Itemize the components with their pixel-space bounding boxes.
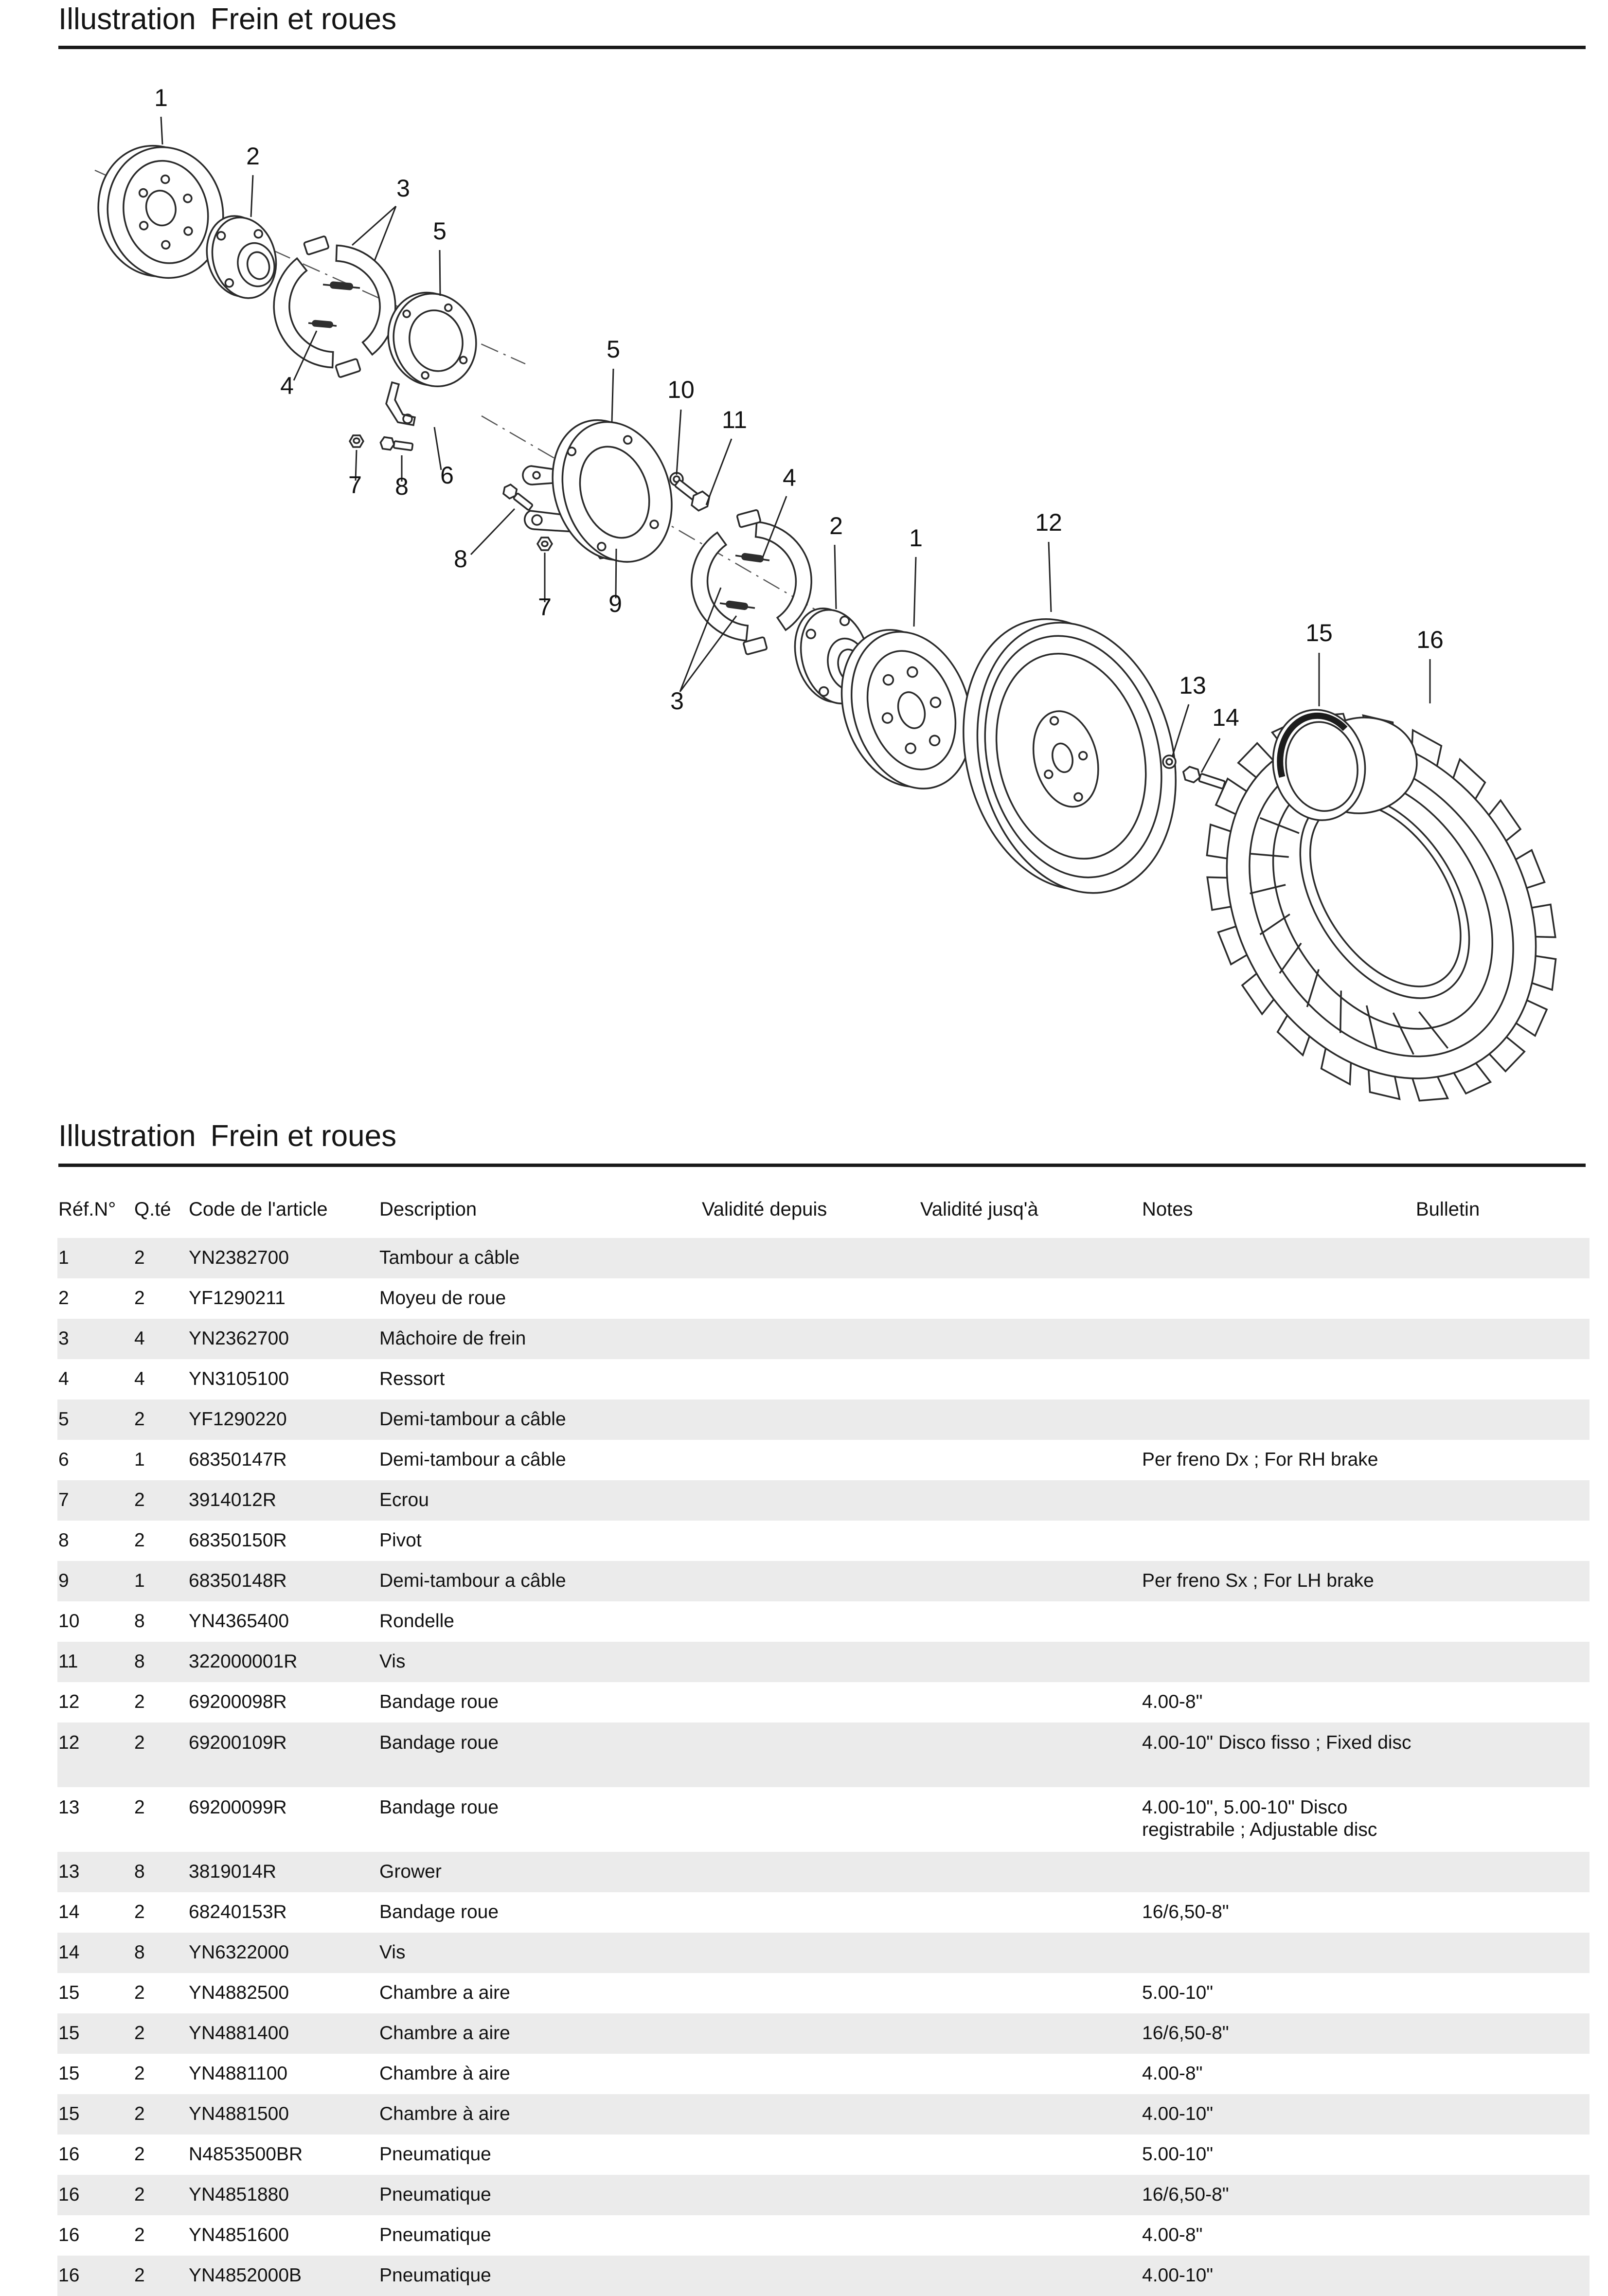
cell-code: YN3105100 (189, 1368, 289, 1389)
cell-desc: Demi-tambour a câble (379, 1449, 566, 1470)
table-row (57, 2135, 1590, 2175)
cell-bulletin (1416, 2215, 1589, 2256)
table-row (57, 1892, 1590, 1933)
cell-notes: Per freno Dx ; For RH brake (1142, 1449, 1378, 1470)
cell-ref: 2 (58, 1288, 69, 1309)
cell-code: YN4852000B (189, 2265, 302, 2286)
cell-ref: 14 (58, 1942, 80, 1963)
section-title-name: Frein et roues (210, 1119, 397, 1153)
cell-notes (1142, 1642, 1416, 1682)
cell-from (702, 1278, 920, 1319)
part-callout-number: 12 (1035, 509, 1062, 536)
table-row (57, 1601, 1590, 1642)
cell-desc: Pneumatique (379, 2144, 491, 2165)
cell-notes: 5.00-10" (1142, 1982, 1214, 2003)
part-callout-number: 7 (538, 593, 552, 621)
cell-bulletin (1416, 1852, 1589, 1892)
cell-qty: 1 (134, 1570, 145, 1591)
cell-from (702, 2215, 920, 2256)
part-callout-number: 2 (829, 512, 843, 539)
cell-ref: 16 (58, 2224, 80, 2245)
table-row (57, 1642, 1590, 1682)
cell-ref: 12 (58, 1691, 80, 1712)
cell-notes: 5.00-10" (1142, 2144, 1214, 2165)
cell-from (702, 2013, 920, 2054)
table-row (57, 1238, 1590, 1278)
cell-notes: Per freno Sx ; For LH brake (1142, 1570, 1374, 1591)
cell-to (920, 1601, 1142, 1642)
cell-desc: Chambre à aire (379, 2103, 510, 2124)
part-callout-number: 1 (154, 84, 168, 111)
cell-to (920, 1973, 1142, 2013)
table-header (57, 1193, 1590, 1237)
cell-desc: Vis (379, 1651, 406, 1672)
cell-from (702, 1787, 920, 1852)
cell-desc: Grower (379, 1861, 442, 1882)
table-row (57, 1319, 1590, 1359)
cell-bulletin (1416, 2135, 1589, 2175)
cell-code: YN6322000 (189, 1942, 289, 1963)
part-callout-number: 11 (722, 406, 747, 433)
cell-from (702, 1480, 920, 1521)
table-row (57, 1722, 1590, 1787)
cell-code: YN4851600 (189, 2224, 289, 2245)
bolt-11 (672, 476, 713, 513)
cell-notes (1142, 1238, 1416, 1278)
backing-plate-right (535, 403, 689, 579)
cell-to (920, 1521, 1142, 1561)
cell-desc: Chambre a aire (379, 2023, 510, 2044)
cell-bulletin (1416, 1787, 1589, 1852)
part-callout-number: 9 (608, 590, 622, 617)
cell-qty: 2 (134, 2224, 145, 2245)
part-callout-number: 14 (1212, 704, 1239, 731)
cell-qty: 2 (134, 1530, 145, 1551)
callout-leader-line (251, 175, 253, 217)
cell-desc: Pneumatique (379, 2224, 491, 2245)
nut-right (537, 538, 552, 550)
table-row (57, 1278, 1590, 1319)
cell-code: YN4882500 (189, 1982, 289, 2003)
cell-code: YN4851880 (189, 2184, 289, 2205)
cell-bulletin (1416, 1238, 1589, 1278)
cell-from (702, 1852, 920, 1892)
cell-qty: 4 (134, 1368, 145, 1389)
cell-notes (1142, 1319, 1416, 1359)
column-header: Validité jusq'à (920, 1199, 1038, 1220)
part-callout-number: 5 (607, 336, 620, 363)
cell-desc: Demi-tambour a câble (379, 1409, 566, 1430)
cell-bulletin (1416, 1682, 1589, 1722)
table-row (57, 1682, 1590, 1722)
cell-ref: 15 (58, 2103, 80, 2124)
part-callout-number: 3 (670, 687, 684, 715)
cell-to (920, 2135, 1142, 2175)
cell-code: 68240153R (189, 1901, 287, 1922)
cell-to (920, 2094, 1142, 2135)
column-header: Notes (1142, 1199, 1193, 1220)
column-header: Réf.N° (58, 1199, 116, 1220)
cell-from (702, 1933, 920, 1973)
cell-bulletin (1416, 1399, 1589, 1440)
cell-from (702, 2256, 920, 2296)
cell-from (702, 1642, 920, 1682)
cell-desc: Chambre à aire (379, 2063, 510, 2084)
column-header: Code de l'article (189, 1199, 328, 1220)
table-row (57, 1480, 1590, 1521)
cell-ref: 13 (58, 1861, 80, 1882)
cell-qty: 2 (134, 1982, 145, 2003)
cell-bulletin (1416, 2054, 1589, 2094)
cell-desc: Chambre a aire (379, 1982, 510, 2003)
washer-13 (1163, 755, 1176, 768)
cell-qty: 2 (134, 1409, 145, 1430)
cell-desc: Moyeu de roue (379, 1288, 506, 1309)
column-header: Description (379, 1199, 477, 1220)
cell-desc: Pivot (379, 1530, 422, 1551)
cell-desc: Pneumatique (379, 2184, 491, 2205)
cell-notes (1142, 1399, 1416, 1440)
table-row (57, 2013, 1590, 2054)
callout-leader-line (471, 509, 515, 555)
cell-ref: 1 (58, 1247, 69, 1268)
table-row (57, 2094, 1590, 2135)
cell-code: YN4881400 (189, 2023, 289, 2044)
cell-ref: 4 (58, 1368, 69, 1389)
part-callout-number: 5 (433, 217, 447, 245)
table-row (57, 1973, 1590, 2013)
cell-ref: 7 (58, 1489, 69, 1510)
cell-code: YN4881500 (189, 2103, 289, 2124)
table-row (57, 1852, 1590, 1892)
cell-code: YF1290220 (189, 1409, 287, 1430)
part-callout-number: 8 (454, 545, 467, 573)
cell-to (920, 1278, 1142, 1319)
cell-from (702, 1973, 920, 2013)
cell-desc: Demi-tambour a câble (379, 1570, 566, 1591)
cell-bulletin (1416, 2175, 1589, 2215)
cell-code: YN4881100 (189, 2063, 288, 2084)
cell-from (702, 1601, 920, 1642)
cell-to (920, 2175, 1142, 2215)
cell-to (920, 2054, 1142, 2094)
cell-to (920, 1561, 1142, 1601)
cell-to (920, 1440, 1142, 1480)
page-title-word: Illustration (58, 2, 196, 36)
cell-qty: 2 (134, 1247, 145, 1268)
cell-qty: 2 (134, 1797, 145, 1818)
cell-ref: 11 (58, 1651, 78, 1672)
table-row (57, 2215, 1590, 2256)
nut-left (350, 435, 363, 447)
cell-code: 68350148R (189, 1570, 287, 1591)
pivot-bolt-right (501, 483, 534, 512)
cell-notes (1142, 1521, 1416, 1561)
part-callout-number: 2 (246, 143, 260, 170)
cell-desc: Tambour a câble (379, 1247, 520, 1268)
table-row (57, 1359, 1590, 1399)
brake-shoes-left (255, 221, 414, 391)
cell-ref: 12 (58, 1732, 80, 1753)
cell-bulletin (1416, 1480, 1589, 1521)
cell-code: YN2362700 (189, 1328, 289, 1349)
cell-code: 3914012R (189, 1489, 276, 1510)
cell-ref: 15 (58, 2023, 80, 2044)
cell-bulletin (1416, 2256, 1589, 2296)
cell-code: 69200098R (189, 1691, 287, 1712)
brake-lever-left (386, 382, 415, 425)
callout-leader-line (835, 545, 836, 609)
cell-ref: 14 (58, 1901, 80, 1922)
callout-leader-line (677, 410, 681, 475)
cell-notes: 4.00-8" (1142, 2224, 1203, 2245)
cell-from (702, 1238, 920, 1278)
cell-bulletin (1416, 1722, 1589, 1787)
cell-ref: 16 (58, 2265, 80, 2286)
table-row (57, 1440, 1590, 1480)
cell-bulletin (1416, 1278, 1589, 1319)
cell-desc: Ressort (379, 1368, 445, 1389)
cell-code: N4853500BR (189, 2144, 303, 2165)
table-row (57, 2256, 1590, 2296)
column-header: Q.té (134, 1199, 171, 1220)
cell-ref: 15 (58, 2063, 80, 2084)
cell-bulletin (1416, 1561, 1589, 1601)
cell-to (920, 2215, 1142, 2256)
cell-to (920, 2013, 1142, 2054)
cell-ref: 10 (58, 1611, 80, 1632)
cell-from (702, 1319, 920, 1359)
cell-qty: 2 (134, 2063, 145, 2084)
page-title-name: Frein et roues (210, 2, 397, 36)
part-callout-number: 4 (280, 372, 294, 399)
part-callout-number: 13 (1179, 672, 1206, 699)
cell-desc: Bandage roue (379, 1691, 499, 1712)
part-callout-number: 6 (440, 462, 454, 489)
cell-qty: 1 (134, 1449, 145, 1470)
cell-qty: 2 (134, 2103, 145, 2124)
cell-code: 68350150R (189, 1530, 287, 1551)
cell-to (920, 1892, 1142, 1933)
cell-notes: 4.00-10" (1142, 2103, 1214, 2124)
cell-code: 69200109R (189, 1732, 287, 1753)
cell-ref: 15 (58, 1982, 80, 2003)
cell-bulletin (1416, 1319, 1589, 1359)
cell-notes: 4.00-8" (1142, 2063, 1203, 2084)
cell-ref: 16 (58, 2144, 80, 2165)
cell-bulletin (1416, 1642, 1589, 1682)
callout-leader-line (1049, 542, 1051, 612)
section-title (58, 1119, 396, 1153)
cell-from (702, 1521, 920, 1561)
cell-qty: 2 (134, 2023, 145, 2044)
cell-code: 322000001R (189, 1651, 298, 1672)
brake-springs-right (720, 553, 769, 610)
table-row (57, 2054, 1590, 2094)
cell-notes: 16/6,50-8" (1142, 2184, 1229, 2205)
cell-bulletin (1416, 1973, 1589, 2013)
column-header: Validité depuis (702, 1199, 827, 1220)
cell-desc: Bandage roue (379, 1797, 499, 1818)
cell-bulletin (1416, 2013, 1589, 2054)
cell-to (920, 2256, 1142, 2296)
cell-to (920, 1852, 1142, 1892)
callout-leader-line (352, 206, 396, 245)
section-rule (58, 1164, 1586, 1167)
part-callout-number: 1 (909, 524, 923, 552)
cell-desc: Ecrou (379, 1489, 429, 1510)
callout-leader-line (706, 439, 732, 505)
cell-code: 3819014R (189, 1861, 276, 1882)
cell-ref: 9 (58, 1570, 69, 1591)
cell-from (702, 2135, 920, 2175)
cell-bulletin (1416, 2094, 1589, 2135)
cell-to (920, 1480, 1142, 1521)
cell-from (702, 2175, 920, 2215)
cell-ref: 8 (58, 1530, 69, 1551)
cell-notes: 4.00-10", 5.00-10" Disco registrabile ; Adjustable disc (1142, 1797, 1377, 1840)
cell-qty: 2 (134, 1489, 145, 1510)
cell-to (920, 1787, 1142, 1852)
cell-desc: Bandage roue (379, 1901, 499, 1922)
callout-leader-line (612, 369, 613, 422)
cell-notes (1142, 1933, 1416, 1973)
cell-bulletin (1416, 1601, 1589, 1642)
cell-to (920, 1359, 1142, 1399)
callout-leader-line (375, 206, 396, 261)
table-row (57, 1521, 1590, 1561)
column-header: Bulletin (1416, 1199, 1480, 1220)
cell-qty: 8 (134, 1611, 145, 1632)
cell-qty: 8 (134, 1861, 145, 1882)
table-row (57, 1399, 1590, 1440)
cell-ref: 6 (58, 1449, 69, 1470)
part-callout-number: 4 (783, 464, 796, 491)
callout-leader-line (1201, 738, 1220, 772)
cell-qty: 8 (134, 1942, 145, 1963)
cell-notes: 4.00-10" Disco fisso ; Fixed disc (1142, 1732, 1411, 1753)
part-callout-number: 10 (667, 376, 695, 403)
cell-to (920, 1319, 1142, 1359)
callout-leader-line (914, 557, 916, 627)
table-row (57, 1933, 1590, 1973)
cell-code: YF1290211 (189, 1288, 286, 1309)
cell-desc: Bandage roue (379, 1732, 499, 1753)
brake-springs-left (308, 281, 360, 328)
cell-qty: 2 (134, 1288, 145, 1309)
cell-qty: 2 (134, 2265, 145, 2286)
cell-from (702, 2054, 920, 2094)
cell-notes (1142, 1359, 1416, 1399)
cell-to (920, 1722, 1142, 1787)
table-row (57, 1787, 1590, 1852)
cell-to (920, 1933, 1142, 1973)
cell-ref: 13 (58, 1797, 80, 1818)
part-callout-number: 8 (395, 473, 409, 500)
cell-code: 68350147R (189, 1449, 287, 1470)
cell-from (702, 1722, 920, 1787)
cell-desc: Vis (379, 1942, 406, 1963)
cell-code: YN2382700 (189, 1247, 289, 1268)
cell-from (702, 1682, 920, 1722)
wheel-rim (936, 595, 1203, 917)
cell-notes: 4.00-10" (1142, 2265, 1214, 2286)
cell-bulletin (1416, 1440, 1589, 1480)
cell-desc: Rondelle (379, 1611, 454, 1632)
cell-ref: 5 (58, 1409, 69, 1430)
cell-from (702, 2094, 920, 2135)
parts-table (57, 1238, 1590, 2296)
cell-bulletin (1416, 1359, 1589, 1399)
cell-from (702, 1399, 920, 1440)
cell-notes (1142, 1852, 1416, 1892)
cell-bulletin (1416, 1892, 1589, 1933)
cell-desc: Mâchoire de frein (379, 1328, 526, 1349)
cell-qty: 4 (134, 1328, 145, 1349)
part-callout-number: 7 (348, 471, 362, 499)
cell-notes (1142, 1601, 1416, 1642)
cell-code: 69200099R (189, 1797, 287, 1818)
cell-from (702, 1561, 920, 1601)
cell-to (920, 1682, 1142, 1722)
cell-qty: 2 (134, 2184, 145, 2205)
part-callout-number: 3 (396, 175, 410, 202)
cell-notes: 4.00-8" (1142, 1691, 1203, 1712)
part-callout-number: 16 (1416, 626, 1444, 653)
cell-qty: 2 (134, 1691, 145, 1712)
cell-to (920, 1238, 1142, 1278)
cell-bulletin (1416, 1933, 1589, 1973)
callout-leader-line (1172, 704, 1189, 757)
cell-ref: 16 (58, 2184, 80, 2205)
cell-from (702, 1359, 920, 1399)
table-row (57, 1561, 1590, 1601)
cell-qty: 8 (134, 1651, 145, 1672)
cell-desc: Pneumatique (379, 2265, 491, 2286)
cell-code: YN4365400 (189, 1611, 289, 1632)
cell-notes: 16/6,50-8" (1142, 2023, 1229, 2044)
part-callout-number: 15 (1305, 619, 1333, 646)
cell-notes (1142, 1480, 1416, 1521)
exploded-parts-diagram (0, 0, 1608, 1133)
pivot-bolt-left (380, 437, 413, 453)
cell-from (702, 1892, 920, 1933)
callout-leader-line (680, 616, 736, 692)
cell-to (920, 1399, 1142, 1440)
table-row (57, 2175, 1590, 2215)
cell-qty: 2 (134, 2144, 145, 2165)
cell-from (702, 1440, 920, 1480)
cell-qty: 2 (134, 1901, 145, 1922)
cell-to (920, 1642, 1142, 1682)
cell-bulletin (1416, 1521, 1589, 1561)
callout-leader-line (161, 117, 162, 144)
cell-qty: 2 (134, 1732, 145, 1753)
cell-notes: 16/6,50-8" (1142, 1901, 1229, 1922)
cell-notes (1142, 1278, 1416, 1319)
cell-ref: 3 (58, 1328, 69, 1349)
section-title-word: Illustration (58, 1119, 196, 1153)
